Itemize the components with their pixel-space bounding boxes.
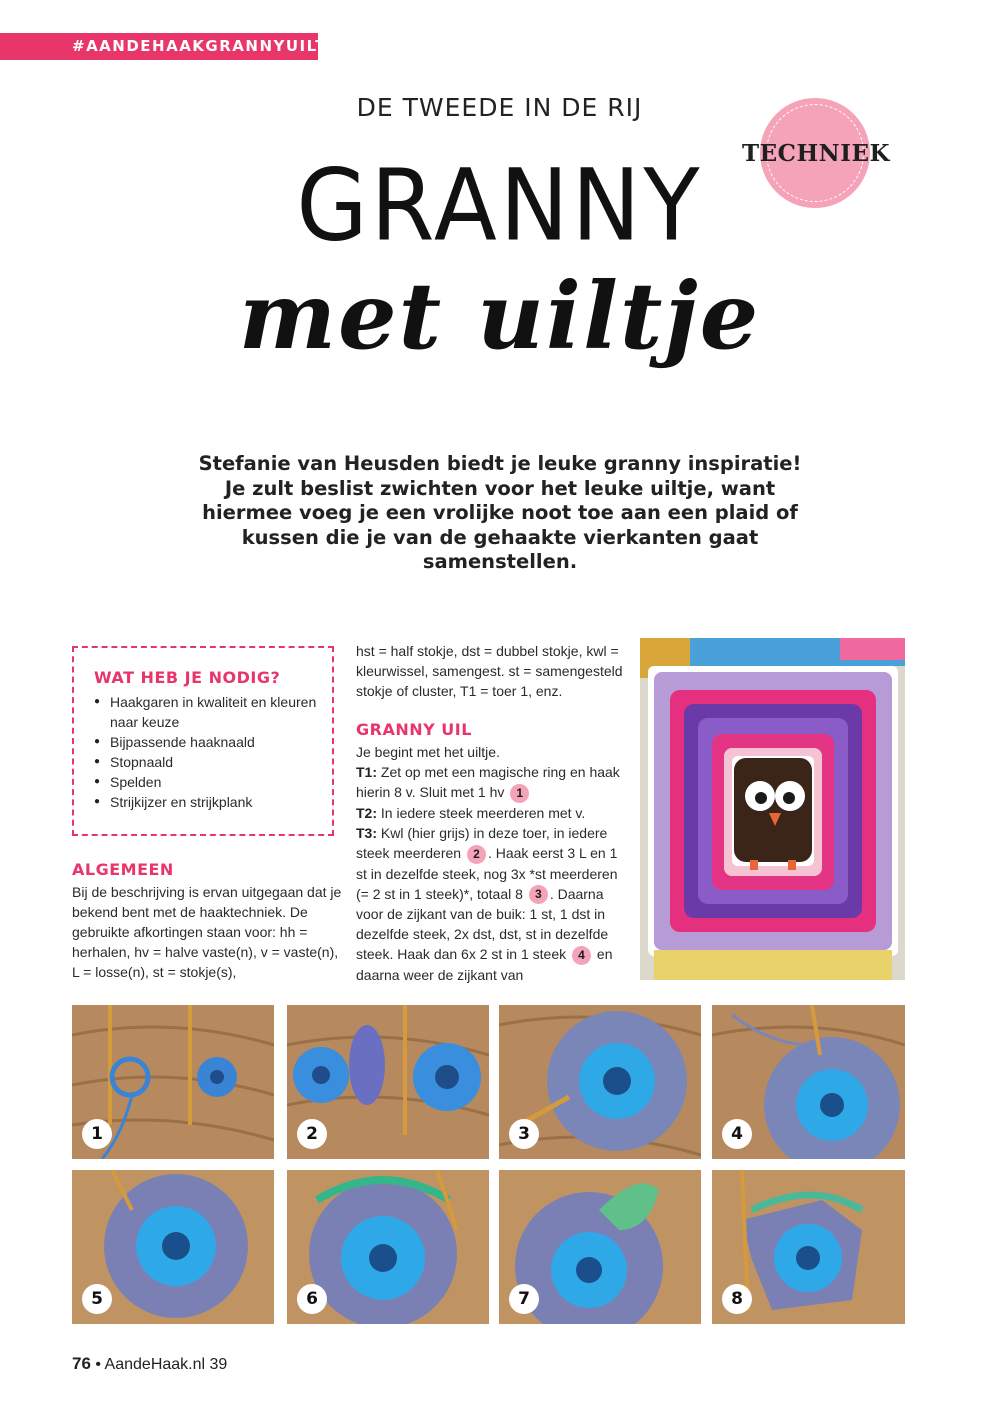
step-number: 8 [722,1284,752,1314]
badge-label: TECHNIEK [742,140,890,167]
round-text: In iedere steek meerderen met v. [380,804,586,821]
materials-list [94,692,324,812]
granny-owl-photo [640,638,905,980]
abbreviations-continued: hst = half stokje, dst = dubbel stokje, kwl = kleurwissel, samengest. st = samengesteld stokje of cluster, T1 = toer 1, enz. [356,643,623,699]
step-number: 5 [82,1284,112,1314]
granny-uil-heading: GRANNY UIL [356,720,472,739]
granny-uil-text [356,742,624,985]
round-label: T1: [356,764,377,780]
step-marker: 2 [467,845,486,864]
round-label: T3: [356,824,377,841]
step-photo-1 [72,1005,274,1159]
algemeen-heading: ALGEMEEN [72,860,174,879]
round-text: en daarna weer de zijkant van [356,946,613,984]
round-text: . Haak eerst 3 L en 1 st in dezelfde steek, nog 3x *st meerderen (= 2 st in 1 steek)*, totaal 8 [356,844,618,902]
step-photo-6 [287,1170,489,1324]
article-kicker: DE TWEEDE IN DE RIJ [356,93,643,122]
step-marker: 3 [529,885,548,904]
page-number: 76 [72,1354,91,1373]
article-title: GRANNY [296,147,703,264]
article-script-title: met uiltje [238,262,761,370]
materials-item: ● Strijkijzer en strijkplank [94,792,324,812]
step-photo-3 [499,1005,701,1159]
step-photo-2 [287,1005,489,1159]
materials-heading: WAT HEB JE NODIG? [94,668,281,687]
step-number: 3 [509,1119,539,1149]
round-label: T2: [356,804,377,821]
step-marker: 4 [572,946,591,965]
page-footer [72,1354,227,1374]
step-marker: 1 [510,784,529,803]
step-number: 6 [297,1284,327,1314]
materials-item: ● Bijpassende haaknaald [94,732,324,752]
step-number: 7 [509,1284,539,1314]
step-photo-4 [712,1005,905,1159]
algemeen-text: Bij de beschrijving is ervan uitgegaan dat je bekend bent met de haaktechniek. De gebruikte afkortingen staan voor: hh = herhalen, hv = halve vaste(n), v = vaste(n), L = losse(n), st = stokje(s), [72,884,342,980]
step-photo-7 [499,1170,701,1324]
round-text: . Daarna voor de zijkant van de buik: 1 st, 1 dst in dezelfde steek, 2x dst, dst, st in dezelfde steek. Haak dan 6x 2 st in 1 steek [356,885,609,963]
materials-item: ● Haakgaren in kwaliteit en kleuren naar keuze [94,692,324,732]
step-number: 4 [722,1119,752,1149]
hashtag-banner: #AANDEHAAKGRANNYUILTJE [0,33,318,60]
article-intro: Stefanie van Heusden biedt je leuke granny inspiratie! Je zult beslist zwichten voor het leuke uiltje, want hiermee voeg je een vrolijke noot toe aan een plaid of kussen die je van de gehaakte vierkanten gaat samenstellen. [198,452,802,573]
step-photo-8 [712,1170,905,1324]
round-text: Kwl (hier grijs) in deze toer, in iedere steek meerderen [356,824,608,861]
granny-uil-intro: Je begint met het uiltje. [356,744,500,760]
round-text: Zet op met een magische ring en haak hierin 8 v. Sluit met 1 hv [356,764,620,800]
magazine-issue: AandeHaak.nl 39 [104,1356,228,1373]
step-number: 2 [297,1119,327,1149]
step-photo-5 [72,1170,274,1324]
materials-item: ● Spelden [94,772,324,792]
step-number: 1 [82,1119,112,1149]
footer-bullet: • [95,1356,101,1373]
materials-item: ● Stopnaald [94,752,324,772]
